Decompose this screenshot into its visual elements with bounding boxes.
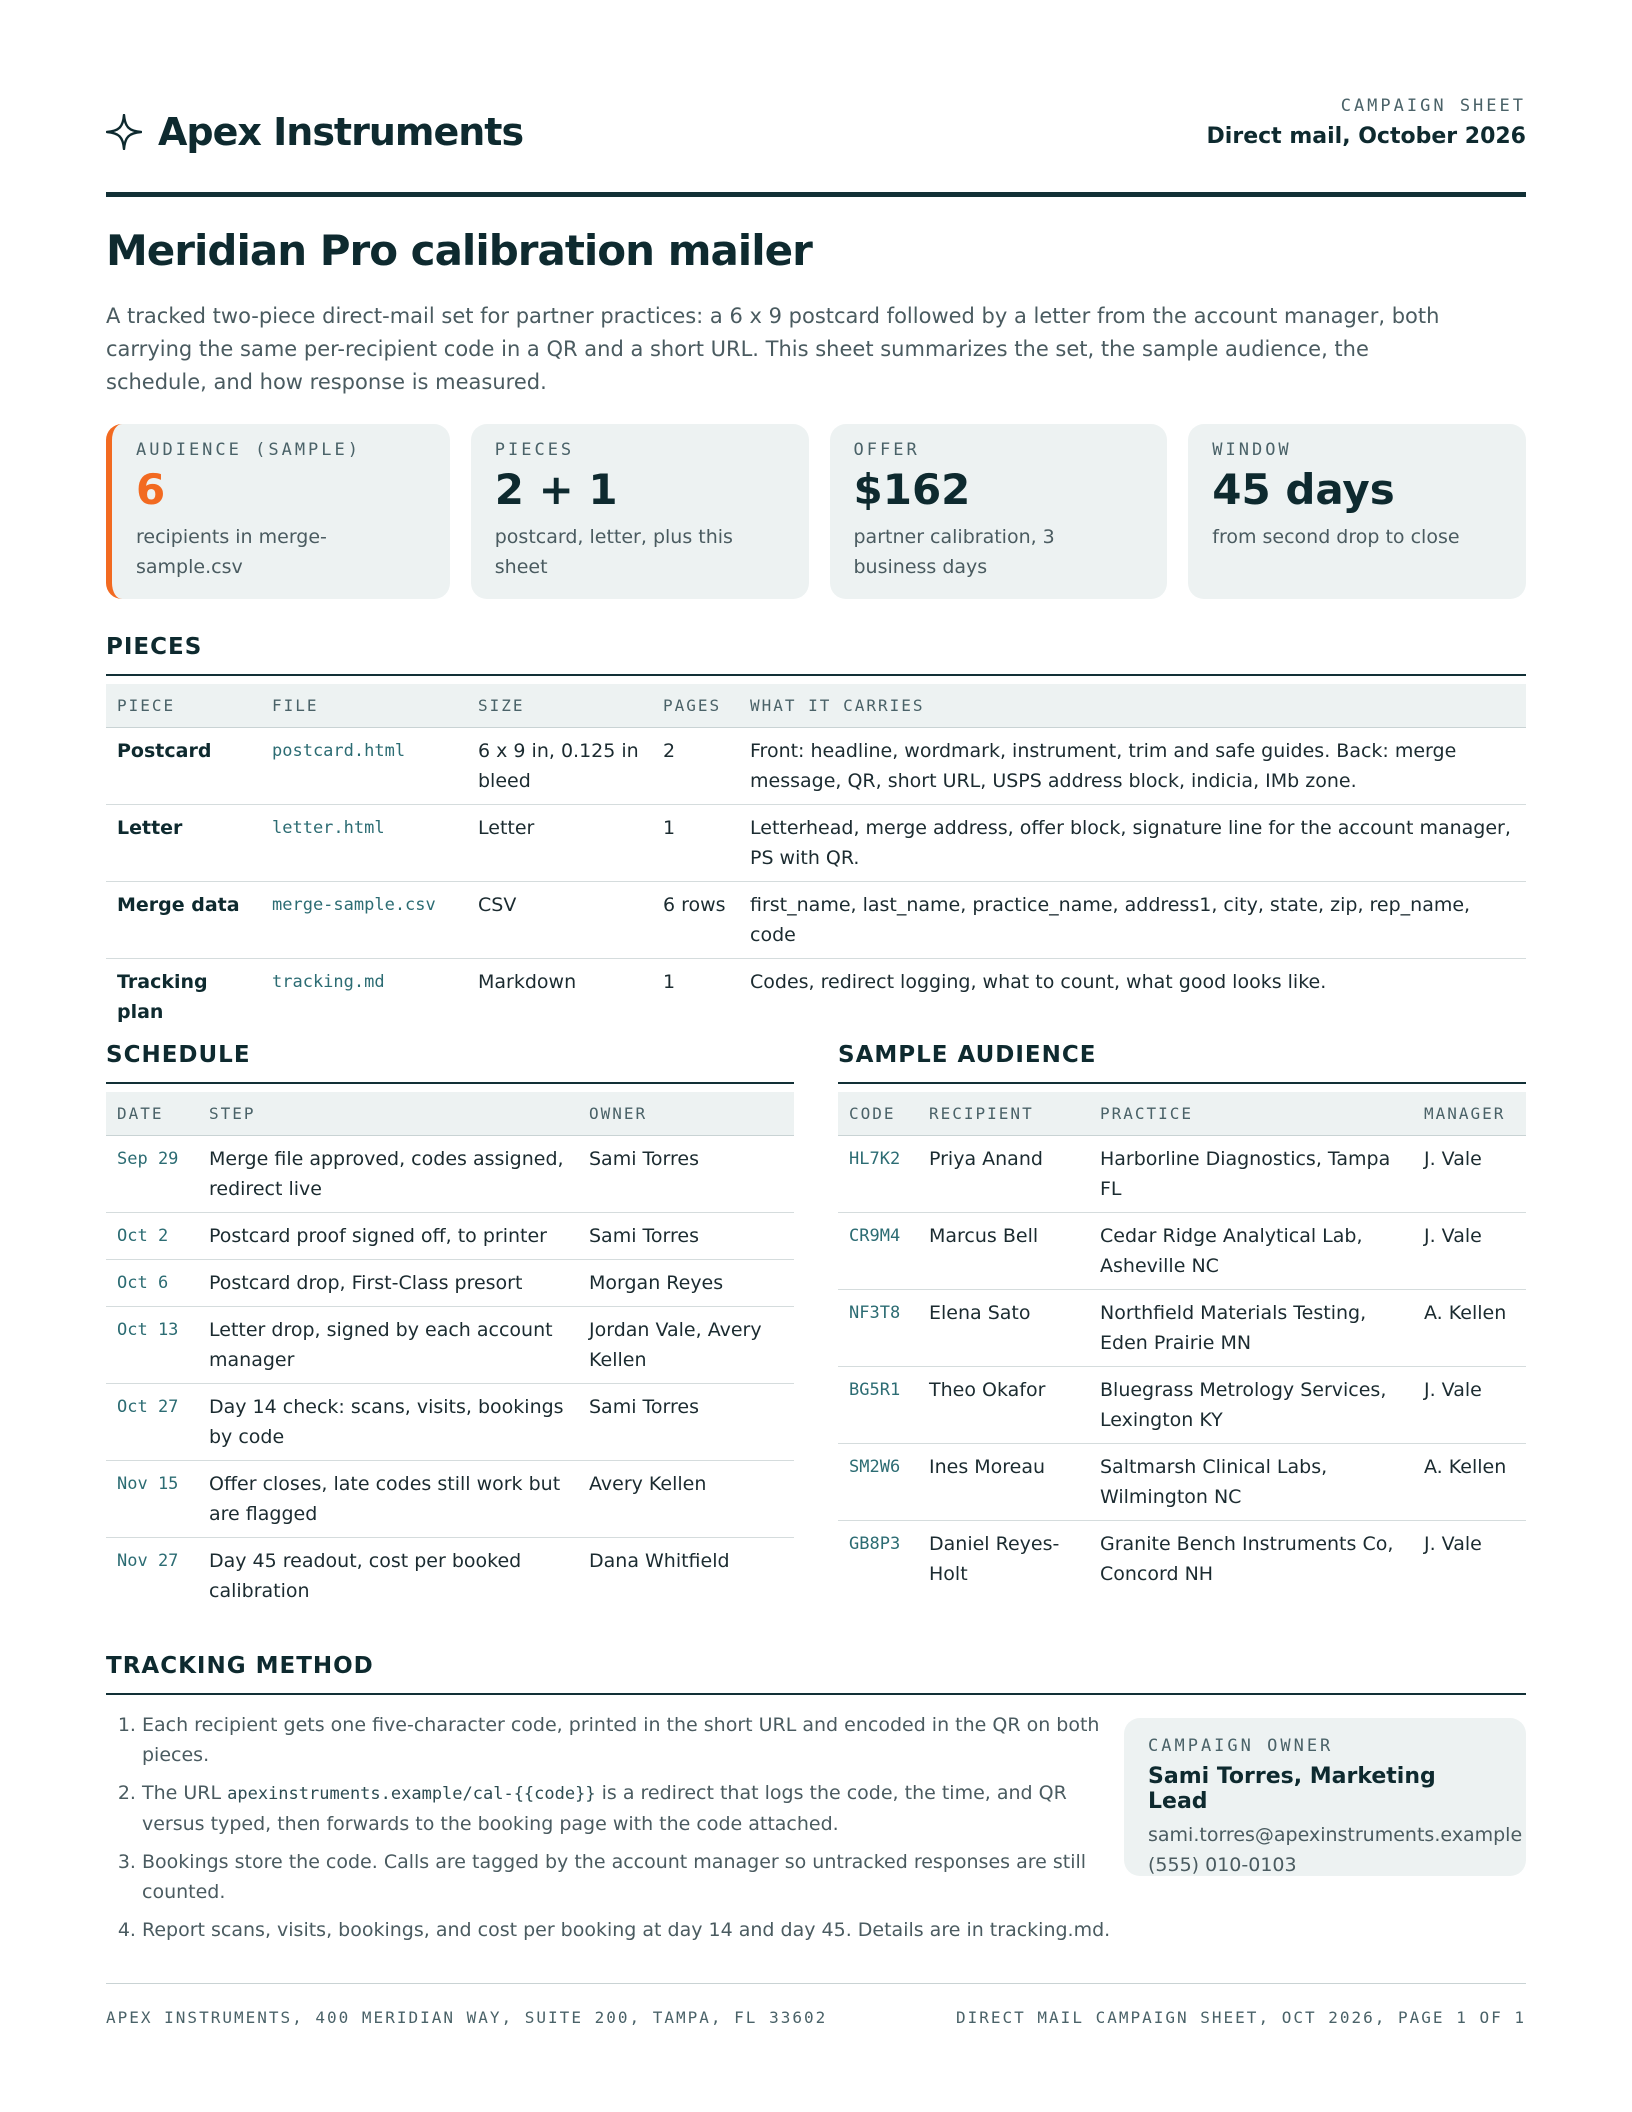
table-row [106, 1461, 794, 1538]
column-header: PAGES [652, 684, 739, 728]
piece-size: Letter [467, 805, 652, 882]
brand-name: Apex Instruments [158, 110, 524, 154]
schedule-table [106, 1092, 794, 1614]
column-header: MANAGER [1413, 1092, 1526, 1136]
owner-email: sami.torres@apexinstruments.example [1148, 1824, 1523, 1846]
header-subtitle: Direct mail, October 2026 [1206, 124, 1526, 149]
column-header: CODE [838, 1092, 918, 1136]
recipient-practice: Cedar Ridge Analytical Lab, Asheville NC [1089, 1213, 1413, 1290]
pieces-heading: PIECES [106, 634, 1526, 676]
schedule-owner: Sami Torres [578, 1384, 794, 1461]
recipient-code: BG5R1 [838, 1367, 918, 1444]
table-row [106, 882, 1526, 959]
tracking-step: 3. Bookings store the code. Calls are tagged by the account manager so untracked responses are still counted. [142, 1847, 1132, 1907]
piece-pages: 1 [652, 805, 739, 882]
column-header: PRACTICE [1089, 1092, 1413, 1136]
page-title: Meridian Pro calibration mailer [106, 226, 812, 275]
piece-name: Tracking plan [117, 971, 208, 1023]
audience-table [838, 1092, 1526, 1597]
pieces-table-wrap [106, 684, 1526, 1035]
piece-size: CSV [467, 882, 652, 959]
page-header [106, 96, 1526, 197]
header-kicker: CAMPAIGN SHEET [1340, 96, 1526, 116]
tracking-step: 4. Report scans, visits, bookings, and cost per booking at day 14 and day 45. Details are in tracking.md. [142, 1915, 1132, 1945]
recipient-practice: Granite Bench Instruments Co, Concord NH [1100, 1533, 1394, 1585]
piece-file: tracking.md [272, 972, 385, 992]
stat-value: 45 days [1212, 465, 1395, 514]
table-row [106, 728, 1526, 805]
piece-pages: 1 [663, 971, 676, 993]
schedule-step: Postcard drop, First-Class presort [198, 1260, 578, 1307]
table-row [838, 1444, 1526, 1521]
column-header: OWNER [578, 1092, 794, 1136]
recipient-name: Theo Okafor [918, 1367, 1089, 1444]
schedule-date: Oct 6 [106, 1260, 198, 1307]
recipient-practice: Harborline Diagnostics, Tampa FL [1089, 1136, 1413, 1213]
table-row [106, 959, 1526, 1036]
schedule-date: Nov 15 [106, 1461, 198, 1538]
recipient-code: CR9M4 [838, 1213, 918, 1290]
schedule-step: Day 45 readout, cost per booked calibration [209, 1550, 522, 1602]
schedule-date: Nov 27 [117, 1551, 179, 1571]
table-row [106, 1136, 794, 1213]
schedule-step: Merge file approved, codes assigned, redirect live [198, 1136, 578, 1213]
redirect-url: apexinstruments.example/cal-{{code}} [227, 1784, 596, 1804]
piece-file: postcard.html [261, 728, 467, 805]
owner-name: Sami Torres, Marketing Lead [1148, 1764, 1436, 1814]
column-header: DATE [106, 1092, 198, 1136]
stat-note: partner calibration, 3 business days [853, 526, 1055, 578]
table-header-row [106, 684, 1526, 728]
stat-card-offer [830, 424, 1168, 599]
table-row [838, 1290, 1526, 1367]
header-meta [1207, 96, 1526, 149]
column-header: WHAT IT CARRIES [739, 684, 1526, 728]
piece-file: letter.html [261, 805, 467, 882]
piece-name: Merge data [106, 882, 261, 959]
piece-size: Markdown [478, 971, 577, 993]
recipient-practice: Saltmarsh Clinical Labs, Wilmington NC [1089, 1444, 1413, 1521]
stat-value: $162 [853, 465, 971, 514]
stat-card-audience [106, 424, 450, 599]
recipient-manager: A. Kellen [1413, 1290, 1526, 1367]
recipient-code: NF3T8 [838, 1290, 918, 1367]
pieces-table [106, 684, 1526, 1035]
piece-pages: 2 [652, 728, 739, 805]
stat-label: PIECES [494, 440, 575, 460]
stat-card-pieces [471, 424, 809, 599]
footer-page-info: DIRECT MAIL CAMPAIGN SHEET, OCT 2026, PAGE 1 OF 1 [955, 2008, 1526, 2027]
tracking-step [142, 1778, 1132, 1839]
table-header-row [838, 1092, 1526, 1136]
schedule-heading: SCHEDULE [106, 1042, 794, 1084]
table-row [106, 1213, 794, 1260]
schedule-date: Oct 2 [106, 1213, 198, 1260]
recipient-name: Priya Anand [918, 1136, 1089, 1213]
stat-note: recipients in merge-sample.csv [136, 526, 327, 578]
schedule-date: Oct 13 [106, 1307, 198, 1384]
owner-label: CAMPAIGN OWNER [1148, 1736, 1334, 1756]
tracking-heading: TRACKING METHOD [106, 1653, 1526, 1695]
stat-note: from second drop to close [1212, 526, 1460, 548]
schedule-step: Postcard proof signed off, to printer [198, 1213, 578, 1260]
stat-label: OFFER [853, 440, 920, 460]
table-row [838, 1213, 1526, 1290]
stat-label: AUDIENCE (SAMPLE) [136, 440, 361, 460]
table-row [106, 1260, 794, 1307]
footer-address: APEX INSTRUMENTS, 400 MERIDIAN WAY, SUITE 200, TAMPA, FL 33602 [106, 2008, 828, 2027]
stat-value: 2 + 1 [494, 465, 618, 514]
table-row [106, 805, 1526, 882]
recipient-name: Marcus Bell [918, 1213, 1089, 1290]
recipient-manager: A. Kellen [1413, 1444, 1526, 1521]
table-row [106, 1384, 794, 1461]
piece-carries: Codes, redirect logging, what to count, what good looks like. [750, 971, 1327, 993]
recipient-name: Daniel Reyes-Holt [929, 1533, 1060, 1585]
audience-table-wrap [838, 1092, 1526, 1597]
schedule-step: Day 14 check: scans, visits, bookings by code [198, 1384, 578, 1461]
campaign-owner-card [1124, 1718, 1526, 1876]
recipient-practice: Bluegrass Metrology Services, Lexington KY [1089, 1367, 1413, 1444]
stat-card-window [1188, 424, 1526, 599]
recipient-manager: J. Vale [1424, 1533, 1482, 1555]
piece-name: Letter [106, 805, 261, 882]
schedule-owner: Jordan Vale, Avery Kellen [578, 1307, 794, 1384]
column-header: RECIPIENT [918, 1092, 1089, 1136]
stat-value: 6 [136, 465, 166, 514]
recipient-manager: J. Vale [1413, 1136, 1526, 1213]
tracking-step: 1. Each recipient gets one five-character code, printed in the short URL and encoded in the QR on both pieces. [142, 1710, 1132, 1770]
recipient-code: HL7K2 [838, 1136, 918, 1213]
schedule-owner: Sami Torres [578, 1213, 794, 1260]
schedule-owner: Morgan Reyes [578, 1260, 794, 1307]
tracking-step-text: The URL [142, 1782, 228, 1804]
recipient-manager: J. Vale [1413, 1367, 1526, 1444]
brand [106, 110, 523, 154]
column-header: SIZE [467, 684, 652, 728]
audience-heading: SAMPLE AUDIENCE [838, 1042, 1526, 1084]
table-row [838, 1136, 1526, 1213]
piece-file: merge-sample.csv [261, 882, 467, 959]
schedule-step: Offer closes, late codes still work but are flagged [198, 1461, 578, 1538]
recipient-practice: Northfield Materials Testing, Eden Prairie MN [1089, 1290, 1413, 1367]
recipient-code: SM2W6 [838, 1444, 918, 1521]
schedule-owner: Dana Whitfield [589, 1550, 730, 1572]
piece-name: Postcard [106, 728, 261, 805]
stat-label: WINDOW [1212, 440, 1292, 460]
piece-pages: 6 rows [652, 882, 739, 959]
sparkle-icon [106, 114, 142, 150]
column-header: STEP [198, 1092, 578, 1136]
tracking-step-text: is a redirect that logs the code, the time, and QR versus typed, then forwards to the booking page with the code attached. [142, 1782, 1067, 1835]
intro-paragraph: A tracked two-piece direct-mail set for partner practices: a 6 x 9 postcard followed by a letter from the account manager, both carrying the same per-recipient code in a QR and a short URL. This sheet summarizes the set, the sample audience, the schedule, and how response is measured. [106, 304, 1440, 394]
schedule-step: Letter drop, signed by each account manager [198, 1307, 578, 1384]
column-header: PIECE [106, 684, 261, 728]
table-row [106, 1307, 794, 1384]
table-row [838, 1521, 1526, 1598]
table-header-row [106, 1092, 794, 1136]
stat-cards [106, 424, 1526, 599]
schedule-date: Sep 29 [106, 1136, 198, 1213]
stat-note: postcard, letter, plus this sheet [494, 526, 733, 578]
owner-phone: (555) 010-0103 [1148, 1854, 1297, 1876]
piece-carries: Front: headline, wordmark, instrument, trim and safe guides. Back: merge message, QR, short URL, USPS address block, indicia, IMb zone. [739, 728, 1526, 805]
recipient-code: GB8P3 [849, 1534, 901, 1554]
recipient-manager: J. Vale [1413, 1213, 1526, 1290]
piece-carries: first_name, last_name, practice_name, address1, city, state, zip, rep_name, code [739, 882, 1526, 959]
schedule-table-wrap [106, 1092, 794, 1614]
recipient-name: Ines Moreau [918, 1444, 1089, 1521]
recipient-name: Elena Sato [918, 1290, 1089, 1367]
table-row [106, 1538, 794, 1615]
schedule-owner: Avery Kellen [578, 1461, 794, 1538]
page-footer [106, 1983, 1526, 2027]
schedule-owner: Sami Torres [578, 1136, 794, 1213]
column-header: FILE [261, 684, 467, 728]
tracking-steps [106, 1710, 1132, 1953]
piece-size: 6 x 9 in, 0.125 in bleed [467, 728, 652, 805]
schedule-date: Oct 27 [106, 1384, 198, 1461]
table-row [838, 1367, 1526, 1444]
piece-carries: Letterhead, merge address, offer block, signature line for the account manager, PS with QR. [739, 805, 1526, 882]
